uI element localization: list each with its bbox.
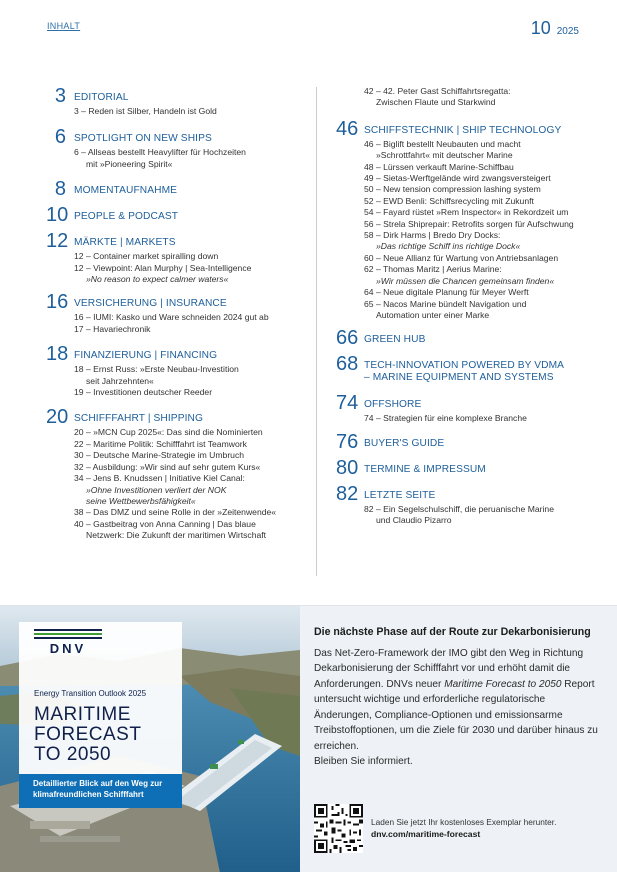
toc-right-column [336,86,596,527]
toc-section-title[interactable]: VERSICHERUNG | INSURANCE [74,298,227,310]
toc-section-title[interactable]: PEOPLE & PODCAST [74,211,179,223]
toc-section[interactable] [46,344,308,398]
ad-copy [314,626,599,770]
toc-entry[interactable] [74,263,308,286]
toc-entry-quote: »Ohne Investitionen verliert der NOK [86,484,227,495]
toc-entry-text: 46 – Biglift bestellt Neubauten und macht [364,138,521,149]
toc-section-title[interactable]: SCHIFFSTECHNIK | SHIP TECHNOLOGY [364,124,562,136]
dnv-logo: DNV [34,629,102,657]
toc-entry-continuation: seit Jahrzehnten« [86,375,154,386]
toc-continued-entries [364,86,596,109]
toc-section-number: 12 [46,230,69,253]
toc-entry-text: 50 – New tension compression lashing system [364,184,541,195]
toc-entry[interactable] [364,504,596,527]
toc-entry[interactable] [74,312,308,323]
toc-section-number: 8 [54,178,66,201]
toc-entry-text: 19 – Investitionen deutscher Reeder [74,387,213,398]
toc-section[interactable] [336,354,596,384]
toc-section-title[interactable]: FINANZIERUNG | FINANCING [74,350,218,362]
toc-entry[interactable] [74,519,308,542]
ad-cta[interactable] [314,804,556,853]
report-tagline: Detaillierter Blick auf den Weg zur klimafreundlichen Schifffahrt [19,774,182,808]
toc-entry[interactable] [74,427,308,438]
toc-entry-text: 42 – 42. Peter Gast Schiffahrtsregatta: [364,86,511,96]
toc-entry-text: 56 – Strela Shiprepair: Retrofits sorgen für Aufschwung [364,218,574,229]
toc-section-title[interactable]: BUYER'S GUIDE [364,437,445,449]
toc-entry[interactable] [364,196,596,207]
toc-entry-text: 64 – Neue digitale Planung für Meyer Werft [364,287,529,298]
issue-year: 2025 [556,26,579,37]
toc-section-title[interactable]: TERMINE & IMPRESSUM [364,463,486,475]
toc-entry-quote: »Wir müssen die Chancen gemeinsam finden« [376,275,555,286]
toc-entry-text: 82 – Ein Segelschulschiff, die peruanische Marine [364,503,554,514]
toc-entry[interactable] [74,439,308,450]
toc-entry[interactable] [364,253,596,264]
toc-section-number: 82 [336,482,359,505]
toc-entry-text: 65 – Nacos Marine bündelt Navigation und [364,298,527,309]
toc-entry[interactable] [74,507,308,518]
toc-entry[interactable] [364,230,596,253]
toc-section[interactable] [336,458,596,478]
toc-section[interactable] [46,127,308,170]
toc-entry[interactable] [74,106,308,117]
toc-entry-text: 12 – Viewpoint: Alan Murphy | Sea-Intelligence [74,262,252,273]
toc-entry-text: 3 – Reden ist Silber, Handeln ist Gold [74,106,217,116]
toc-entry[interactable] [364,207,596,218]
toc-entry[interactable] [364,219,596,230]
toc-entry-continuation [364,276,596,287]
report-title: MARITIME FORECAST TO 2050 [34,704,142,765]
toc-entry[interactable] [74,251,308,262]
toc-entry-text: 22 – Maritime Politik: Schifffahrt ist Teamwork [74,438,247,449]
toc-section-number: 3 [54,85,66,107]
toc-entry-continuation: und Claudio Pizarro [376,515,452,526]
toc-entry-text: 48 – Lürssen verkauft Marine-Schiffbau [364,161,514,172]
toc-section[interactable] [336,484,596,527]
toc-entry-text: 49 – Sietas-Werftgelände wird zwangsversteigert [364,173,551,184]
toc-entry-text: 34 – Jens B. Knudssen | Initiative Kiel Canal: [74,473,245,484]
toc-entry-quote: »Das richtige Schiff ins richtige Dock« [376,241,521,252]
toc-section-title[interactable]: SPOTLIGHT ON NEW SHIPS [74,133,212,145]
toc-entry[interactable] [364,287,596,298]
toc-entry[interactable] [74,450,308,461]
toc-entry[interactable] [364,139,596,162]
toc-entry-continuation: Automation unter einer Marke [376,309,490,320]
toc-entry-text: 58 – Dirk Harms | Bredo Dry Docks: [364,230,501,241]
ad-headline: Die nächste Phase auf der Route zur Dekarbonisierung [314,626,591,638]
ad-cta-text: Laden Sie jetzt Ihr kostenloses Exemplar herunter. [371,817,557,827]
toc-entry-quote: seine Wettbewerbsfähigkeit« [86,495,196,506]
ad-closing: Bleiben Sie informiert. [314,756,413,767]
toc-section-title[interactable]: GREEN HUB [364,334,426,346]
toc-left-column [46,86,308,542]
toc-entry-continuation [74,485,308,496]
toc-section-title[interactable]: LETZTE SEITE [364,489,436,501]
section-header-label: INHALT [47,21,81,31]
toc-entry-text: 30 – Deutsche Marine-Strategie im Umbruch [74,450,245,461]
toc-entry-text: 16 – IUMI: Kasko und Ware schneiden 2024 gut ab [74,312,269,323]
toc-section-number: 80 [336,456,359,479]
toc-entry[interactable] [364,299,596,322]
toc-entry-text: 52 – EWD Benli: Schiffsrecycling mit Zukunft [364,195,534,206]
toc-entry-text: 40 – Gastbeitrag von Anna Canning | Das blaue [74,518,256,529]
toc-section[interactable] [46,205,308,225]
toc-entry-text: 6 – Allseas bestellt Heavylifter für Hochzeiten [74,147,246,158]
toc-entry-quote: »No reason to expect calmer waters« [86,274,229,285]
toc-entry-text: 17 – Havariechronik [74,323,151,334]
toc-entry[interactable] [364,162,596,173]
toc-section-number: 10 [46,204,69,227]
toc-section-number: 68 [336,353,359,376]
toc-entry[interactable] [74,387,308,398]
toc-section-title[interactable]: MÄRKTE | MARKETS [74,237,176,249]
toc-section-number: 66 [336,327,359,350]
toc-section-number: 76 [336,430,359,453]
toc-entry[interactable] [364,264,596,287]
toc-section[interactable] [46,231,308,285]
toc-entry-continuation: Zwischen Flaute und Starkwind [376,97,496,108]
toc-entry[interactable] [74,324,308,335]
toc-section-number: 74 [336,392,359,415]
toc-section[interactable] [336,432,596,452]
ad-body: Das Net-Zero-Framework der IMO gibt den Weg in Richtung Dekarbonisierung der Schifffahrt vor und erhöht damit die Anforderungen. DNVs neuer Maritime Forecast to 2050 Report untersucht wichtige und erforderliche regulatorische Änderungen, Compliance-Optionen und emissionsarme Treibstoffoptionen, um die Ziele für 2030 und darüber hinaus zu erreichen. [314,647,598,752]
toc-section[interactable] [46,292,308,335]
toc-section-title[interactable]: TECH-INNOVATION POWERED BY VDMA [364,360,565,372]
toc-entry[interactable] [74,462,308,473]
toc-entry-text: 54 – Fayard rüstet »Rem Inspector« in Rekordzeit um [364,207,569,218]
toc-section-number: 16 [46,291,69,314]
toc-entry[interactable] [364,173,596,184]
toc-section-title[interactable]: OFFSHORE [364,399,422,411]
toc-entry-text: 32 – Ausbildung: »Wir sind auf sehr gutem Kurs« [74,461,261,472]
qr-code-icon[interactable] [314,804,363,853]
toc-section-title[interactable]: EDITORIAL [74,92,129,103]
column-divider [316,87,317,576]
toc-entry-text: 12 – Container market spiralling down [74,251,219,262]
toc-section[interactable] [336,328,596,348]
toc-entry-continuation: mit »Pioneering Spirit« [86,158,173,169]
toc-section[interactable] [336,119,596,322]
dnv-advertisement[interactable] [0,605,617,872]
toc-entry-text: 20 – »MCN Cup 2025«: Das sind die Nominierten [74,427,263,438]
toc-entry-continuation: »Schrottfahrt« mit deutscher Marine [376,150,513,161]
page-number: 10 [530,18,551,38]
toc-section[interactable] [336,393,596,424]
toc-section-title[interactable]: SCHIFFFAHRT | SHIPPING [74,413,204,425]
ad-url-link[interactable]: dnv.com/maritime-forecast [371,829,481,839]
toc-section-number: 6 [54,126,66,149]
toc-entry[interactable] [364,86,596,109]
toc-entry[interactable] [74,473,308,507]
toc-entry-text: 38 – Das DMZ und seine Rolle in der »Zeitenwende« [74,507,277,518]
report-subtitle: Energy Transition Outlook 2025 [34,689,147,698]
toc-entry[interactable] [74,364,308,387]
toc-entry[interactable] [364,413,596,424]
toc-entry-continuation: Netzwerk: Die Zukunft der maritimen Wirtschaft [86,530,267,541]
toc-entry-text: 62 – Thomas Maritz | Aerius Marine: [364,264,502,275]
toc-section[interactable] [46,407,308,541]
toc-entry[interactable] [74,147,308,170]
toc-entry-continuation [74,274,308,285]
toc-section-number: 20 [46,406,69,429]
toc-section[interactable] [46,86,308,117]
toc-section-title[interactable]: MOMENTAUFNAHME [74,185,178,197]
toc-entry-text: 60 – Neue Allianz für Wartung von Antriebsanlagen [364,252,559,263]
toc-entry-text: 18 – Ernst Russ: »Erste Neubau-Investition [74,364,239,375]
toc-entry[interactable] [364,184,596,195]
toc-section-number: 18 [46,343,69,366]
toc-entry-continuation [364,241,596,252]
toc-entry-continuation [74,496,308,507]
toc-section[interactable] [46,179,308,199]
page-number-block [531,18,579,39]
toc-section-title-continued[interactable]: – MARINE EQUIPMENT AND SYSTEMS [364,372,554,384]
toc-entry-text: 74 – Strategien für eine komplexe Branche [364,413,527,424]
toc-section-number: 46 [336,117,359,140]
